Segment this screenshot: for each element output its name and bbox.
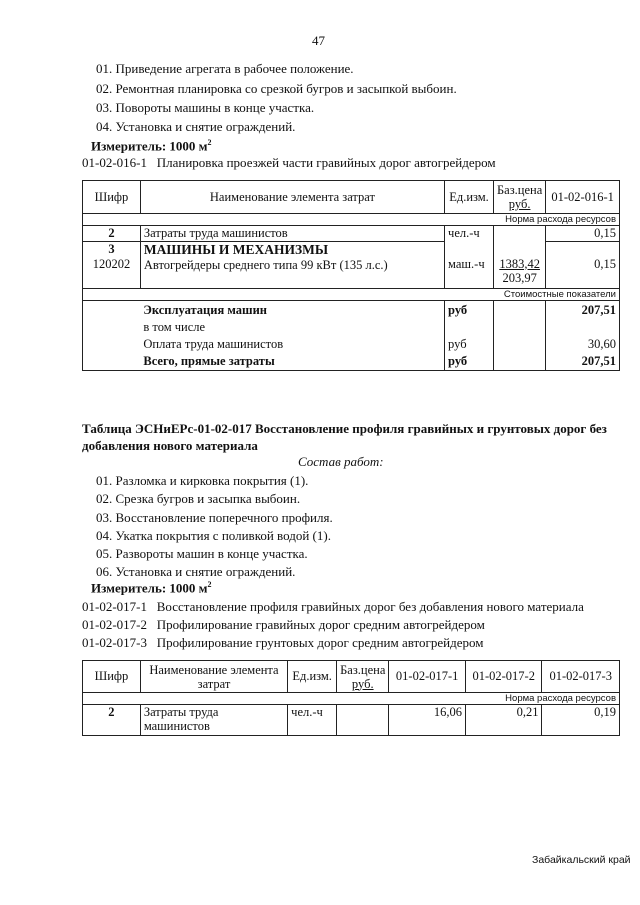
t2-header-col-2: 01-02-017-2 (465, 661, 542, 693)
work-title: Состав работ: (298, 454, 384, 469)
table-1: Шифр Наименование элемента затрат Ед.изм. Баз.цена руб. 01-02-016-1 Норма расхода ресурсов 2 Затраты труда машинистов чел.-ч 0,15 3 120202 МАШИНЫ И МЕХАНИЗМЫ Автогрейдеры среднего типа 99 кВт (135 л.с.) маш.-ч 1383,42 203,97 0,15 Стоимостные показатели Эксплуатация машин в том числе Оплата труда машинистов Всего, прямые затраты руб руб руб 207,51 30,60 207,51 (82, 180, 620, 371)
t2-header-col-3: 01-02-017-3 (542, 661, 620, 693)
top-item-2: 02. Ремонтная планировка со срезкой бугров и засыпкой выбоин. (96, 81, 457, 96)
t2-header-code: Шифр (83, 661, 141, 693)
meter-1: Измеритель: 1000 $м^2$ (91, 138, 212, 154)
code-line-2-3: 01-02-017-3 Профилирование грунтовых дорог средним автогрейдером (82, 635, 484, 650)
work-item-2: 02. Срезка бугров и засыпка выбоин. (96, 491, 301, 506)
code-line-1: 01-02-016-1 Планировка проезжей части гравийных дорог автогрейдером (82, 155, 496, 170)
t2-section-norm: Норма расхода ресурсов (83, 693, 620, 705)
work-item-4: 04. Укатка покрытия с поливкой водой (1). (96, 528, 331, 543)
header-price: Баз.цена руб. (494, 181, 546, 214)
t2-header-col-1: 01-02-017-1 (389, 661, 466, 693)
work-item-1: 01. Разломка и кирковка покрытия (1). (96, 473, 309, 488)
top-item-1: 01. Приведение агрегата в рабочее положение. (96, 61, 354, 76)
table-row: 2 (83, 705, 141, 736)
footer-region: Забайкальский край (532, 854, 631, 866)
cost-names: Эксплуатация машин в том числе Оплата труда машинистов Всего, прямые затраты (140, 301, 444, 371)
cost-units: руб руб руб (445, 301, 494, 371)
work-item-5: 05. Развороты машин в конце участка. (96, 546, 308, 561)
section-cost: Стоимостные показатели (83, 289, 620, 301)
code-line-2-2: 01-02-017-2 Профилирование гравийных дорог средним автогрейдером (82, 617, 485, 632)
header-name: Наименование элемента затрат (140, 181, 444, 214)
table-row: 3 120202 (83, 242, 141, 289)
header-col: 01-02-016-1 (546, 181, 620, 214)
t2-header-name: Наименование элемента затрат (140, 661, 287, 693)
table-row: 2 (83, 226, 141, 242)
header-unit: Ед.изм. (445, 181, 494, 214)
top-item-4: 04. Установка и снятие ограждений. (96, 119, 296, 134)
header-code: Шифр (83, 181, 141, 214)
code-line-2-1: 01-02-017-1 Восстановление профиля гравийных дорог без добавления нового материала (82, 599, 584, 614)
work-item-3: 03. Восстановление поперечного профиля. (96, 510, 333, 525)
table-2-title: Таблица ЭСНиЕРс-01-02-017 Восстановление профиля гравийных и грунтовых дорог без добавления нового материала (82, 421, 607, 453)
work-item-6: 06. Установка и снятие ограждений. (96, 564, 296, 579)
meter-2: Измеритель: 1000 $м^2$ (91, 580, 212, 596)
t2-header-price: Баз.цена руб. (337, 661, 389, 693)
table-2: Шифр Наименование элемента затрат Ед.изм. Баз.цена руб. 01-02-017-1 01-02-017-2 01-02-017-3 Норма расхода ресурсов 2 Затраты труда машинистов чел.-ч 16,06 0,21 0,19 (82, 660, 620, 736)
cost-values: 207,51 30,60 207,51 (546, 301, 620, 371)
section-norm: Норма расхода ресурсов (83, 214, 620, 226)
top-item-3: 03. Повороты машины в конце участка. (96, 100, 315, 115)
t2-header-unit: Ед.изм. (288, 661, 337, 693)
page-number: 47 (312, 33, 325, 48)
